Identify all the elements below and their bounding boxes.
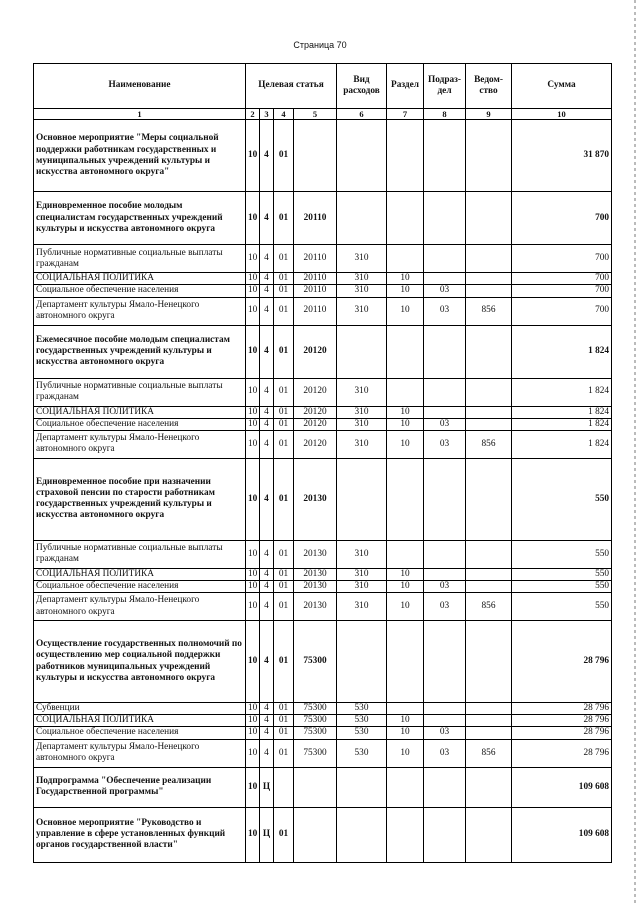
section-code: 10: [387, 568, 424, 580]
target-code-direction: 20120: [294, 418, 337, 430]
section-code: [387, 458, 424, 540]
header-expense-type: Вид расходов: [337, 64, 387, 109]
department-code: [466, 418, 512, 430]
row-sum: 28 796: [512, 739, 612, 767]
subsection-code: [424, 767, 466, 807]
row-name: Единовременное пособие при назначении страховой пенсии по старости работникам государственных учреждений культуры и искусства автономного округа: [34, 458, 246, 540]
target-code-subprogram: 4: [260, 715, 274, 727]
expense-type-code: 310: [337, 580, 387, 592]
expense-type-code: 310: [337, 430, 387, 458]
department-code: [466, 727, 512, 739]
target-code-activity: 01: [274, 418, 294, 430]
target-code-subprogram: 4: [260, 458, 274, 540]
expense-type-code: [337, 192, 387, 245]
subsection-code: 03: [424, 430, 466, 458]
target-code-activity: 01: [274, 727, 294, 739]
target-code-direction: 20110: [294, 297, 337, 325]
target-code-program: 10: [246, 406, 260, 418]
expense-type-code: [337, 621, 387, 703]
subsection-code: [424, 807, 466, 862]
target-code-direction: 20130: [294, 593, 337, 621]
target-code-program: 10: [246, 285, 260, 297]
table-row: [34, 621, 612, 703]
budget-table: [33, 63, 612, 863]
expense-type-code: [337, 458, 387, 540]
subsection-code: [424, 406, 466, 418]
target-code-direction: 75300: [294, 739, 337, 767]
row-name: Социальное обеспечение населения: [34, 727, 246, 739]
table-row: [34, 715, 612, 727]
target-code-direction: 20120: [294, 430, 337, 458]
section-code: 10: [387, 297, 424, 325]
department-code: [466, 120, 512, 192]
subsection-code: [424, 120, 466, 192]
target-code-direction: [294, 767, 337, 807]
row-name: СОЦИАЛЬНАЯ ПОЛИТИКА: [34, 406, 246, 418]
row-name: Публичные нормативные социальные выплаты гражданам: [34, 540, 246, 568]
target-code-subprogram: 4: [260, 273, 274, 285]
section-code: [387, 245, 424, 273]
expense-type-code: 310: [337, 378, 387, 406]
department-code: [466, 406, 512, 418]
expense-type-code: [337, 120, 387, 192]
target-code-subprogram: 4: [260, 297, 274, 325]
target-code-activity: 01: [274, 245, 294, 273]
subsection-code: [424, 568, 466, 580]
target-code-direction: 75300: [294, 621, 337, 703]
row-name: Департамент культуры Ямало-Ненецкого автономного округа: [34, 593, 246, 621]
target-code-activity: 01: [274, 715, 294, 727]
target-code-program: 10: [246, 621, 260, 703]
subsection-code: 03: [424, 593, 466, 621]
column-number: 7: [387, 109, 424, 120]
target-code-direction: 20130: [294, 580, 337, 592]
subsection-code: 03: [424, 418, 466, 430]
subsection-code: [424, 715, 466, 727]
target-code-activity: 01: [274, 703, 294, 715]
target-code-activity: 01: [274, 406, 294, 418]
target-code-subprogram: 4: [260, 580, 274, 592]
row-name: Социальное обеспечение населения: [34, 285, 246, 297]
section-code: 10: [387, 715, 424, 727]
target-code-program: 10: [246, 273, 260, 285]
section-code: 10: [387, 273, 424, 285]
target-code-program: 10: [246, 767, 260, 807]
column-number: 4: [274, 109, 294, 120]
table-row: [34, 580, 612, 592]
row-name: Подпрограмма "Обеспечение реализации Государственной программы": [34, 767, 246, 807]
row-sum: 109 608: [512, 807, 612, 862]
table-row: [34, 807, 612, 862]
row-name: Субвенции: [34, 703, 246, 715]
row-sum: 700: [512, 245, 612, 273]
header-department: Ведом-ство: [466, 64, 512, 109]
target-code-direction: 20110: [294, 192, 337, 245]
subsection-code: 03: [424, 285, 466, 297]
table-row: [34, 739, 612, 767]
department-code: [466, 703, 512, 715]
target-code-program: 10: [246, 245, 260, 273]
row-name: Департамент культуры Ямало-Ненецкого автономного округа: [34, 739, 246, 767]
target-code-subprogram: 4: [260, 245, 274, 273]
target-code-program: 10: [246, 568, 260, 580]
subsection-code: 03: [424, 580, 466, 592]
table-row: [34, 430, 612, 458]
section-code: 10: [387, 727, 424, 739]
subsection-code: [424, 540, 466, 568]
table-row: [34, 568, 612, 580]
table-row: [34, 767, 612, 807]
target-code-subprogram: 4: [260, 727, 274, 739]
row-name: СОЦИАЛЬНАЯ ПОЛИТИКА: [34, 273, 246, 285]
target-code-program: 10: [246, 593, 260, 621]
row-sum: 700: [512, 297, 612, 325]
table-row: [34, 703, 612, 715]
section-code: [387, 807, 424, 862]
target-code-subprogram: 4: [260, 192, 274, 245]
subsection-code: [424, 621, 466, 703]
column-number: 10: [512, 109, 612, 120]
target-code-subprogram: 4: [260, 621, 274, 703]
target-code-activity: 01: [274, 739, 294, 767]
row-name: СОЦИАЛЬНАЯ ПОЛИТИКА: [34, 568, 246, 580]
target-code-activity: 01: [274, 297, 294, 325]
row-sum: 28 796: [512, 727, 612, 739]
target-code-subprogram: 4: [260, 593, 274, 621]
table-row: [34, 593, 612, 621]
target-code-program: 10: [246, 120, 260, 192]
subsection-code: [424, 458, 466, 540]
subsection-code: [424, 378, 466, 406]
column-number: 6: [337, 109, 387, 120]
department-code: 856: [466, 593, 512, 621]
target-code-subprogram: 4: [260, 285, 274, 297]
row-sum: 28 796: [512, 715, 612, 727]
header-subsection: Подраз-дел: [424, 64, 466, 109]
row-sum: 550: [512, 458, 612, 540]
target-code-program: 10: [246, 727, 260, 739]
row-name: Социальное обеспечение населения: [34, 580, 246, 592]
column-number: 9: [466, 109, 512, 120]
row-sum: 700: [512, 285, 612, 297]
target-code-program: 10: [246, 540, 260, 568]
row-name: СОЦИАЛЬНАЯ ПОЛИТИКА: [34, 715, 246, 727]
row-sum: 1 824: [512, 325, 612, 378]
target-code-direction: 75300: [294, 727, 337, 739]
table-row: [34, 540, 612, 568]
department-code: [466, 378, 512, 406]
target-code-program: 10: [246, 580, 260, 592]
expense-type-code: [337, 807, 387, 862]
target-code-subprogram: 4: [260, 418, 274, 430]
table-row: [34, 458, 612, 540]
expense-type-code: 310: [337, 540, 387, 568]
section-code: 10: [387, 593, 424, 621]
target-code-subprogram: 4: [260, 568, 274, 580]
target-code-direction: [294, 120, 337, 192]
department-code: [466, 540, 512, 568]
target-code-direction: [294, 807, 337, 862]
table-row: [34, 285, 612, 297]
target-code-activity: 01: [274, 593, 294, 621]
target-code-subprogram: 4: [260, 540, 274, 568]
department-code: [466, 807, 512, 862]
row-sum: 31 870: [512, 120, 612, 192]
target-code-activity: 01: [274, 285, 294, 297]
target-code-activity: 01: [274, 580, 294, 592]
table-row: [34, 325, 612, 378]
target-code-program: 10: [246, 297, 260, 325]
expense-type-code: 310: [337, 297, 387, 325]
row-name: Основное мероприятие "Меры социальной поддержки работникам государственных и муниципальных учреждений культуры и искусства автономного округа": [34, 120, 246, 192]
target-code-direction: 75300: [294, 703, 337, 715]
target-code-program: 10: [246, 807, 260, 862]
target-code-direction: 20120: [294, 406, 337, 418]
column-number: 8: [424, 109, 466, 120]
header-sum: Сумма: [512, 64, 612, 109]
target-code-activity: 01: [274, 120, 294, 192]
column-number: 5: [294, 109, 337, 120]
target-code-program: 10: [246, 715, 260, 727]
subsection-code: [424, 273, 466, 285]
subsection-code: 03: [424, 297, 466, 325]
expense-type-code: 310: [337, 593, 387, 621]
section-code: [387, 325, 424, 378]
section-code: 10: [387, 430, 424, 458]
row-name: Публичные нормативные социальные выплаты гражданам: [34, 378, 246, 406]
section-code: 10: [387, 580, 424, 592]
target-code-activity: 01: [274, 273, 294, 285]
department-code: [466, 568, 512, 580]
expense-type-code: [337, 325, 387, 378]
header-target-article: Целевая статья: [246, 64, 337, 109]
target-code-direction: 20110: [294, 245, 337, 273]
expense-type-code: 310: [337, 406, 387, 418]
target-code-activity: 01: [274, 378, 294, 406]
target-code-subprogram: 4: [260, 703, 274, 715]
subsection-code: 03: [424, 727, 466, 739]
row-sum: 550: [512, 568, 612, 580]
department-code: [466, 767, 512, 807]
subsection-code: [424, 703, 466, 715]
target-code-activity: 01: [274, 458, 294, 540]
target-code-program: 10: [246, 458, 260, 540]
table-header-row: [34, 64, 612, 109]
column-number: 2: [246, 109, 260, 120]
target-code-subprogram: Ц: [260, 767, 274, 807]
row-sum: 1 824: [512, 406, 612, 418]
scan-edge-decoration: [634, 0, 636, 905]
column-number: 1: [34, 109, 246, 120]
target-code-program: 10: [246, 703, 260, 715]
section-code: 10: [387, 285, 424, 297]
table-row: [34, 297, 612, 325]
row-sum: 700: [512, 273, 612, 285]
row-sum: 1 824: [512, 418, 612, 430]
row-name: Публичные нормативные социальные выплаты гражданам: [34, 245, 246, 273]
expense-type-code: 310: [337, 273, 387, 285]
column-number: 3: [260, 109, 274, 120]
row-name: Основное мероприятие "Руководство и управление в сфере установленных функций органов государственной власти": [34, 807, 246, 862]
expense-type-code: 530: [337, 703, 387, 715]
row-sum: 1 824: [512, 430, 612, 458]
target-code-activity: [274, 767, 294, 807]
target-code-subprogram: Ц: [260, 807, 274, 862]
target-code-activity: 01: [274, 568, 294, 580]
department-code: [466, 285, 512, 297]
department-code: [466, 621, 512, 703]
section-code: [387, 703, 424, 715]
subsection-code: [424, 325, 466, 378]
target-code-activity: 01: [274, 192, 294, 245]
target-code-direction: 20110: [294, 273, 337, 285]
target-code-program: 10: [246, 378, 260, 406]
row-sum: 550: [512, 580, 612, 592]
expense-type-code: 310: [337, 418, 387, 430]
target-code-direction: 20120: [294, 325, 337, 378]
row-sum: 550: [512, 540, 612, 568]
section-code: [387, 120, 424, 192]
target-code-subprogram: 4: [260, 430, 274, 458]
table-row: [34, 727, 612, 739]
section-code: [387, 540, 424, 568]
section-code: [387, 378, 424, 406]
expense-type-code: 530: [337, 739, 387, 767]
header-name: Наименование: [34, 64, 246, 109]
row-name: Департамент культуры Ямало-Ненецкого автономного округа: [34, 297, 246, 325]
target-code-activity: 01: [274, 430, 294, 458]
target-code-activity: 01: [274, 621, 294, 703]
department-code: 856: [466, 430, 512, 458]
expense-type-code: 530: [337, 727, 387, 739]
department-code: [466, 192, 512, 245]
row-sum: 109 608: [512, 767, 612, 807]
row-name: Ежемесячное пособие молодым специалистам государственных учреждений культуры и искусства автономного округа: [34, 325, 246, 378]
table-row: [34, 245, 612, 273]
expense-type-code: 530: [337, 715, 387, 727]
target-code-program: 10: [246, 418, 260, 430]
table-row: [34, 192, 612, 245]
target-code-activity: 01: [274, 807, 294, 862]
row-sum: 550: [512, 593, 612, 621]
subsection-code: 03: [424, 739, 466, 767]
target-code-direction: 20130: [294, 568, 337, 580]
row-sum: 28 796: [512, 703, 612, 715]
row-sum: 1 824: [512, 378, 612, 406]
target-code-activity: 01: [274, 540, 294, 568]
target-code-direction: 20130: [294, 540, 337, 568]
page-number-label: Страница 70: [293, 40, 347, 50]
expense-type-code: 310: [337, 245, 387, 273]
target-code-subprogram: 4: [260, 120, 274, 192]
target-code-program: 10: [246, 325, 260, 378]
section-code: [387, 621, 424, 703]
department-code: [466, 273, 512, 285]
row-name: Единовременное пособие молодым специалистам государственных учреждений культуры и искусства автономного округа: [34, 192, 246, 245]
department-code: [466, 458, 512, 540]
table-row: [34, 378, 612, 406]
expense-type-code: [337, 767, 387, 807]
target-code-activity: 01: [274, 325, 294, 378]
subsection-code: [424, 245, 466, 273]
target-code-direction: 20130: [294, 458, 337, 540]
column-number-row: [34, 109, 612, 120]
target-code-program: 10: [246, 192, 260, 245]
target-code-program: 10: [246, 739, 260, 767]
target-code-direction: 75300: [294, 715, 337, 727]
target-code-subprogram: 4: [260, 739, 274, 767]
target-code-direction: 20120: [294, 378, 337, 406]
row-sum: 700: [512, 192, 612, 245]
expense-type-code: 310: [337, 568, 387, 580]
target-code-subprogram: 4: [260, 325, 274, 378]
row-sum: 28 796: [512, 621, 612, 703]
expense-type-code: 310: [337, 285, 387, 297]
table-row: [34, 418, 612, 430]
department-code: 856: [466, 739, 512, 767]
department-code: [466, 715, 512, 727]
department-code: [466, 245, 512, 273]
department-code: [466, 580, 512, 592]
row-name: Осуществление государственных полномочий по осуществлению мер социальной поддержки работников муниципальных учреждений культуры и искусства автономного округа: [34, 621, 246, 703]
section-code: [387, 767, 424, 807]
section-code: 10: [387, 406, 424, 418]
table-row: [34, 406, 612, 418]
table-row: [34, 273, 612, 285]
header-section: Раздел: [387, 64, 424, 109]
department-code: 856: [466, 297, 512, 325]
row-name: Департамент культуры Ямало-Ненецкого автономного округа: [34, 430, 246, 458]
section-code: [387, 192, 424, 245]
section-code: 10: [387, 418, 424, 430]
row-name: Социальное обеспечение населения: [34, 418, 246, 430]
subsection-code: [424, 192, 466, 245]
section-code: 10: [387, 739, 424, 767]
target-code-program: 10: [246, 430, 260, 458]
target-code-subprogram: 4: [260, 378, 274, 406]
target-code-subprogram: 4: [260, 406, 274, 418]
department-code: [466, 325, 512, 378]
table-row: [34, 120, 612, 192]
target-code-direction: 20110: [294, 285, 337, 297]
